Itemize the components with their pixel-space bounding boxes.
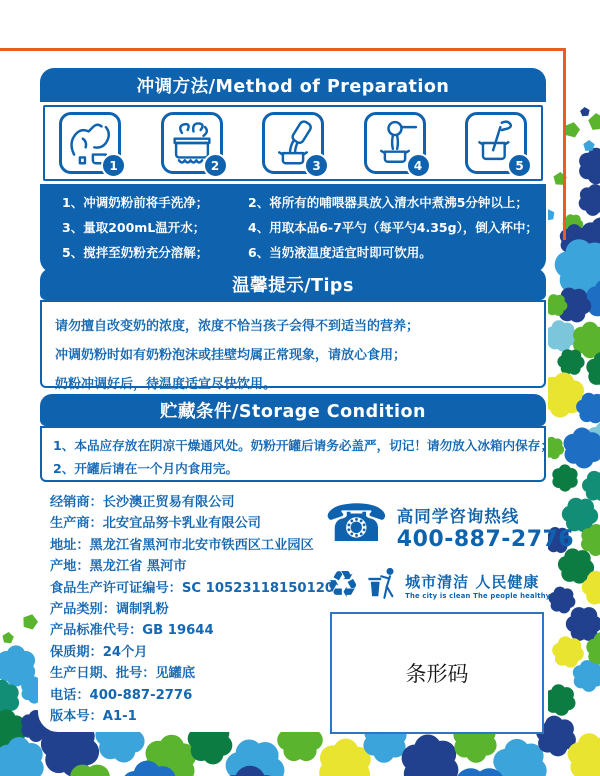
phone-icon: ☎ [324,494,389,554]
hotline-number: 400-887-2776 [396,527,575,552]
stir-milk-icon [465,112,527,174]
instruction-line: 6、当奶液温度适宜时即可饮用。 [248,245,432,260]
step-badge: 3 [304,153,329,178]
storage-title: 贮藏条件/Storage Condition [40,394,546,426]
storage-body [40,426,553,482]
wash-hands-icon [59,112,121,174]
instruction-line: 3、量取200mL温开水； [62,220,206,235]
step-badge: 4 [406,153,431,178]
storage-line: 2、开罐后请在一个月内食用完。 [53,461,239,476]
step-badge: 1 [101,153,126,178]
preparation-panel [40,68,546,273]
hotline-title: 高同学咨询热线 [396,507,520,526]
boil-utensils-icon [161,112,223,174]
info-line-phone: 电话：400-887-2776 [50,687,193,703]
storage-line: 1、本品应存放在阴凉干燥通风处。奶粉开罐后请务必盖严，切记！请勿放入冰箱内保存； [53,438,553,453]
eco-block [326,565,550,605]
instruction-line: 4、用取本品6-7平勺（每平勺4.35g），倒入杯中； [248,220,538,235]
info-line-shelf-life: 保质期：24个月 [50,644,148,660]
instruction-line: 2、将所有的哺喂器具放入清水中煮沸5分钟以上； [248,195,528,210]
instruction-line: 5、搅拌至奶粉充分溶解； [62,245,209,260]
info-line-standard: 产品标准代号：GB 19644 [50,623,214,639]
measure-scoop-icon [364,112,426,174]
eco-slogan-en: The city is clean The people healthy [405,591,551,600]
barcode-placeholder [330,612,544,734]
barcode-label: 条形码 [405,662,469,686]
info-line-manufacturer: 生产商：北安宜品努卡乳业有限公司 [50,516,261,532]
tips-line: 冲调奶粉时如有奶粉泡沫或挂壁均属正常现象，请放心食用； [55,348,407,363]
tips-line: 请勿擅自改变奶的浓度，浓度不恰当孩子会得不到适当的营养； [55,319,420,334]
recycle-icon: ♻ [326,563,360,606]
info-line-batch: 生产日期、批号：见罐底 [50,666,196,682]
instruction-line: 1、冲调奶粉前将手洗净； [62,195,209,210]
preparation-instructions [40,184,546,273]
info-line-license: 食品生产许可证编号：SC 10523118150120 [50,580,335,596]
product-info [50,492,334,727]
hotline-block [324,494,575,554]
eco-slogan-cn: 城市清洁 人民健康 [405,572,540,591]
info-line-distributor: 经销商：长沙澳正贸易有限公司 [50,495,235,510]
info-line-category: 产品类别：调制乳粉 [50,602,169,618]
info-line-address: 地址：黑龙江省黑河市北安市铁西区工业园区 [50,537,314,553]
tips-body [40,300,546,392]
step-badge: 2 [203,153,228,178]
tidy-man-icon [366,565,398,605]
pour-water-icon [262,112,324,174]
info-line-version: 版本号：A1-1 [50,709,137,725]
preparation-title: 冲调方法/Method of Preparation [136,76,450,97]
tips-title: 温馨提示/Tips [40,268,546,300]
tips-line: 奶粉冲调好后，待温度适宜尽快饮用。 [55,377,277,392]
preparation-steps-strip [40,102,546,184]
step-badge: 5 [507,153,532,178]
info-line-origin: 产地：黑龙江省 黑河市 [50,559,187,575]
